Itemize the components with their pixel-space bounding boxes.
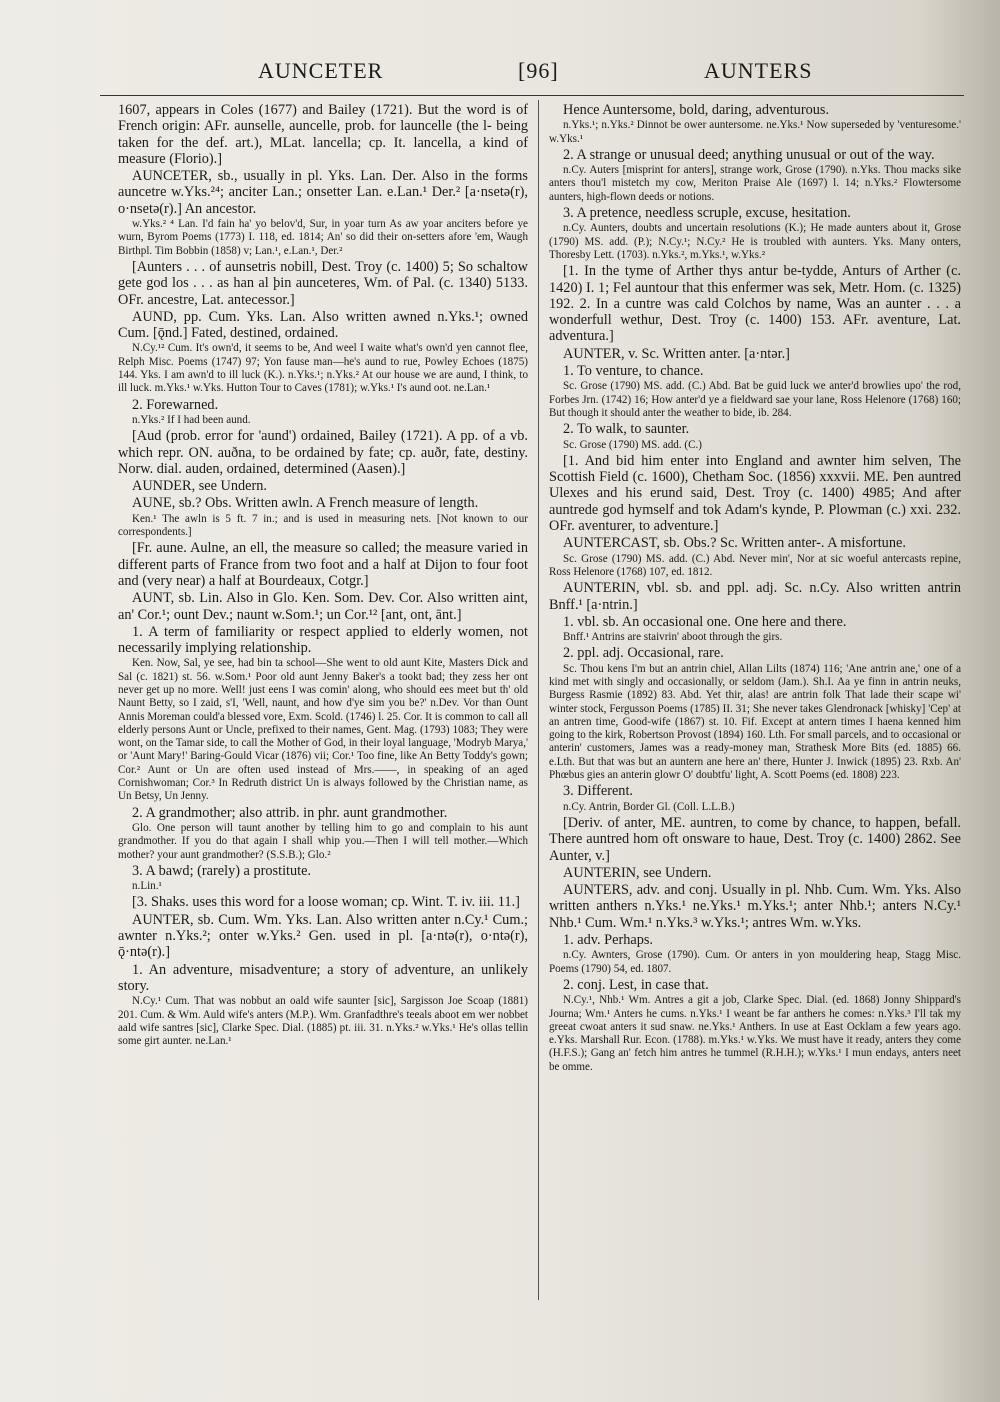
entry-paragraph: 2. conj. Lest, in case that. [563, 976, 709, 993]
entry-paragraph: AUND, pp. Cum. Yks. Lan. Also written awned n.Yks.¹; owned Cum. [ǭnd.] Fated, destined, ordained. [118, 308, 528, 342]
entry-paragraph: Ken.¹ The awln is 5 ft. 7 in.; and is used in measuring nets. [Not known to our correspondents.] [118, 512, 528, 539]
page-number: [96] [518, 58, 559, 83]
entry-paragraph: AUNTER, sb. Cum. Wm. Yks. Lan. Also written anter n.Cy.¹ Cum.; awnter n.Yks.²; onter w.Yks.² Gen. used in pl. [a·ntə(r), o·ntə(r), ǭ·ntə(r).] [118, 911, 528, 961]
entry-paragraph: [3. Shaks. uses this word for a loose woman; cp. Wint. T. iv. iii. 11.] [132, 894, 520, 911]
entry-paragraph: 3. A pretence, needless scruple, excuse, hesitation. [563, 205, 851, 222]
left-column [118, 102, 528, 1049]
entry-paragraph: [1. In the tyme of Arther thys antur be-tydde, Anturs of Arther (c. 1420) I. 1; Fel auntour that this enfermer was sek, Metr. Hom. (c. 1325) 192. 2. In a cuntre was cald Colchos by name, Was an aunter . . . a wonderfull wethur, Dest. Troy (c. 1400) 153. AFr. aventure, Lat. adventura.] [549, 263, 961, 345]
entry-paragraph: n.Cy. Awnters, Grose (1790). Cum. Or anters in yon mouldering heap, Stagg Misc. Poems (1790) 54, ed. 1807. [549, 949, 961, 975]
entry-paragraph: 2. A grandmother; also attrib. in phr. aunt grandmother. [132, 804, 448, 821]
entry-paragraph: 1. adv. Perhaps. [563, 932, 653, 949]
entry-paragraph: N.Cy.¹ Cum. That was nobbut an oald wife saunter [sic], Sargisson Joe Scoap (1881) 201. Cum. & Wm. Auld wife's anters (M.P.). Wm. Granfadthre's teeals aboot em wer nobbet aald wife santres [sic], Clarke Spec. Dial. (1885) pt. iii. 31. n.Yks.² w.Yks.¹ He's ollas tellin some girt aunter. ne.Lan.¹ [118, 995, 528, 1048]
entry-paragraph: Glo. One person will taunt another by telling him to go and complain to his aunt grandmother. If you do that again I shall whip you.—Then I will tell mother.—Which mother? your aunt grandmother? (S.S.B.); Glo.² [118, 821, 528, 861]
entry-paragraph: Bnff.¹ Antrins are staivrin' aboot through the girs. [563, 631, 783, 644]
entry-paragraph: [Fr. aune. Aulne, an ell, the measure so called; the measure varied in different parts of France from two foot and a half at Dijon to four foot and (very near) a half at Bourdeaux, Cotgr.] [118, 540, 528, 589]
entry-paragraph: Sc. Thou kens I'm but an antrin chiel, Allan Lilts (1874) 116; 'Ane antrin ane,' one of a kind met with singly and occasionally, or seldom (Jam.). Sh.I. Aa ye finn in antrin neuks, Burgess Rasmie (1892) 83. Abd. Yet thir, alas! are antrin folk That lade their scape wi' winter stock, Fergusson Poems (1785) II. 31; She never takes Glendronack [whisky] 'Cep' at an antren time, Good-wife (1867) st. 10. Fif. Except at antern times I haena kenned him going to the kirk, Robertson Provost (1894) 160. Lth. For small parcels, and to occasional or anterin' customers, James was a ready-money man, Strathesk More Bits (ed. 1885) 66. e.Lth. But that was but an auntern ane here an' there, Hunter J. Inwick (1895) 23. Rxb. An' Phœbus gies an anterin glowr O' doubtfu' light, A. Scott Poems (ed. 1808) 223. [549, 662, 961, 782]
entry-paragraph: 2. A strange or unusual deed; anything unusual or out of the way. [563, 146, 935, 163]
entry-paragraph: AUNE, sb.? Obs. Written awln. A French measure of length. [132, 495, 479, 512]
entry-paragraph: n.Lin.¹ [132, 880, 162, 893]
entry-paragraph: AUNTER, v. Sc. Written anter. [a·ntər.] [563, 345, 790, 362]
entry-paragraph: N.Cy.¹² Cum. It's own'd, it seems to be, And weel I waite what's own'd yen cannot flee, Relph Misc. Poems (1747) 97; Yon fause man—he's aund to rue, Powley Echoes (1875) 144. Yks. I am awn'd to ill luck (K.). n.Yks.¹; n.Yks.² At our house we are aund, I think, to ill luck. m.Yks.¹ w.Yks. Hutton Tour to Caves (1781); w.Yks.¹ I's aund oot. ne.Lan.¹ [118, 342, 528, 395]
entry-paragraph: 3. Different. [563, 783, 634, 800]
entry-paragraph: 1607, appears in Coles (1677) and Bailey (1721). But the word is of French origin: AFr. aunselle, auncelle, prob. for launcelle (the l- being taken for the def. art.), MLat. lancella; cp. It. lancella, a kind of measure (Florio).] [118, 102, 528, 167]
entry-paragraph: AUNTERS, adv. and conj. Usually in pl. Nhb. Cum. Wm. Yks. Also written anthers n.Yks.¹ ne.Yks.¹ m.Yks.¹; anter Nhb.¹; anters N.Cy.¹ Nhb.¹ Cum. Wm.¹ n.Yks.³ w.Yks.¹; antres Wm. w.Yks. [549, 882, 961, 931]
entry-paragraph: n.Cy. Aunters, doubts and uncertain resolutions (K.); He made aunters about it, Grose (1790) MS. add. (P.); N.Cy.¹; N.Cy.² He is troubled with aunters. Yks. Many onters, Thoresby Lett. (1703). n.Yks.², m.Yks.¹, w.Yks.² [549, 222, 961, 261]
entry-paragraph: 3. A bawd; (rarely) a prostitute. [132, 862, 312, 879]
entry-paragraph: n.Cy. Auters [misprint for anters], strange work, Grose (1790). n.Yks. Thou macks sike anters thou'l mistetch my cow, Meriton Praise Ale (1697) l. 14; n.Yks.² Flowtersome aunters, high-flown deeds or notions. [549, 164, 961, 203]
entry-paragraph: AUNTERCAST, sb. Obs.? Sc. Written anter-. A misfortune. [563, 535, 906, 552]
column-divider [538, 100, 539, 1300]
entry-paragraph: n.Yks.² If I had been aund. [132, 413, 251, 426]
entry-paragraph: 2. Forewarned. [132, 396, 219, 413]
entry-paragraph: N.Cy.¹, Nhb.¹ Wm. Antres a git a job, Clarke Spec. Dial. (ed. 1868) Jonny Shippard's Journa; Wm.¹ Anters he cums. n.Yks.¹ I weant be far anthers he comes: n.Yks.³ I'll tak my greeat cwoat anters it sud snaw. ne.Yks.¹ Anthers. In use at East Ocklam a few years ago. e.Yks. Marshall Rur. Econ. (1788). m.Yks.¹ w.Yks. We must have it ready, anters they come (H.F.S.); Gang an' fetch him antres he tummel (R.H.H.); w.Yks.¹ I mun endays, anters neet be omme. [549, 994, 961, 1073]
entry-paragraph: [Deriv. of anter, ME. auntren, to come by chance, to happen, befall. There auntred hom oft onsware to haue, Dest. Troy (c. 1400) 2862. See Aunter, v.] [549, 814, 961, 864]
entry-paragraph: 1. To venture, to chance. [563, 363, 704, 380]
entry-paragraph: [1. And bid him enter into England and awnter him selven, The Scottish Field (c. 1600), Chetham Soc. (1856) xxxvii. ME. Þen auntred Ulexes and his erund said, Dest. Troy (c. 1400) 4985; And after auntrede god hymself and tok Adam's kynde, P. Plowman (c.) xxi. 232. OFr. aventurer, to adventure.] [549, 452, 961, 535]
header-right-word: AUNTERS [704, 58, 813, 83]
entry-paragraph: AUNTERIN, vbl. sb. and ppl. adj. Sc. n.Cy. Also written antrin Bnff.¹ [a·ntrin.] [549, 580, 961, 613]
entry-paragraph: 1. A term of familiarity or respect applied to elderly women, not necessarily implying relationship. [118, 623, 528, 657]
entry-paragraph: 2. To walk, to saunter. [563, 421, 690, 438]
entry-paragraph: Sc. Grose (1790) MS. add. (C.) Abd. Bat be guid luck we anter'd browlies upo' the rod, Forbes Jrn. (1742) 16; How anter'd ye a fieldward sae your lane, Ross Helenore (1768) 160; But though it should anter the weather to bide, ib. 284. [549, 380, 961, 419]
right-column [549, 102, 961, 1075]
entry-paragraph: [Aunters . . . of aunsetris nobill, Dest. Troy (c. 1400) 5; So schaltow gete god los . . . as han al þin aunceteres, Wm. of Pal. (c. 1340) 5133. OFr. ancestre, Lat. antecessor.] [118, 258, 528, 308]
entry-paragraph: n.Yks.¹; n.Yks.² Dinnot be ower auntersome. ne.Yks.¹ Now superseded by 'venturesome.' w.Yks.¹ [549, 119, 961, 145]
entry-paragraph: w.Yks.² ⁴ Lan. I'd fain ha' yo belov'd, Sur, in yoar turn As aw yoar anciters before ye wurn, Byrom Poems (1773) I. 118, ed. 1814; An' so did their on-setters afore 'em, Waugh Birthpl. Tim Bobbin (1858) v; Lan.¹, e.Lan.¹, Der.² [118, 218, 528, 257]
entry-paragraph: AUNTERIN, see Undern. [563, 864, 712, 881]
entry-paragraph: Sc. Grose (1790) MS. add. (C.) Abd. Never min', Nor at sic woeful antercasts repine, Ross Helenore (1768) 107, ed. 1812. [549, 552, 961, 578]
entry-paragraph: n.Cy. Antrin, Border Gl. (Coll. L.L.B.) [563, 800, 735, 813]
entry-paragraph: 1. vbl. sb. An occasional one. One here and there. [563, 613, 847, 630]
entry-paragraph: AUNDER, see Undern. [132, 478, 267, 495]
entry-paragraph: 1. An adventure, misadventure; a story of adventure, an unlikely story. [118, 961, 528, 994]
entry-paragraph: [Aud (prob. error for 'aund') ordained, Bailey (1721). A pp. of a vb. which repr. ON. auðna, to be ordained by fate; cp. auðr, fate, destiny. Norw. dial. auden, ordained, determined (Aasen).] [118, 428, 528, 477]
entry-paragraph: Sc. Grose (1790) MS. add. (C.) [563, 438, 702, 451]
header-left-word: AUNCETER [258, 58, 384, 83]
page-header [100, 58, 960, 92]
header-rule [100, 95, 964, 96]
entry-paragraph: Ken. Now, Sal, ye see, had bin ta school—She went to old aunt Kite, Masters Dick and Sal (c. 1821) st. 56. w.Som.¹ Poor old aunt Jenny Baker's a tookt bad; they zess her ont never get up no more. Well! just eens I was comin' along, who should ees meet but th' old Naunt Betty, so I zaid, s'I, 'Well, naunt, and how d'ye sim you be?' n.Dev. Vor than Ount Annis Moreman could'a blessed vore, Exm. Scold. (1746) l. 25. Cor. It is common to call all elderly persons Aunt or Uncle, prefixed to their names, Gent. Mag. (1793) 1083; They were wont, on the Tamar side, to call the Mother of God, in their loyal language, 'Modryb Marya,' or 'Aunt Mary!' Baring-Gould Vicar (1876) vii; Cor.¹ Too fine, like An Betty Toddy's gown; Cor.² Aunt or Un are often used instead of Mrs.——, in speaking of an aged Cornishwoman; Cor.³ In Redruth district Un is always followed by the Christian name, as Un Betsy, Un Jenny. [118, 657, 528, 803]
entry-paragraph: AUNCETER, sb., usually in pl. Yks. Lan. Der. Also in the forms auncetre w.Yks.²⁴; anciter Lan.; onsetter Lan. e.Lan.¹ Der.² [a·nsetə(r), o·nsetə(r).] An ancestor. [118, 168, 528, 217]
entry-paragraph: AUNT, sb. Lin. Also in Glo. Ken. Som. Dev. Cor. Also written aint, an' Cor.¹; ount Dev.; naunt w.Som.¹; un Cor.¹² [ant, ont, ānt.] [118, 590, 528, 623]
entry-paragraph: 2. ppl. adj. Occasional, rare. [563, 645, 724, 662]
entry-paragraph: Hence Auntersome, bold, daring, adventurous. [563, 102, 830, 118]
